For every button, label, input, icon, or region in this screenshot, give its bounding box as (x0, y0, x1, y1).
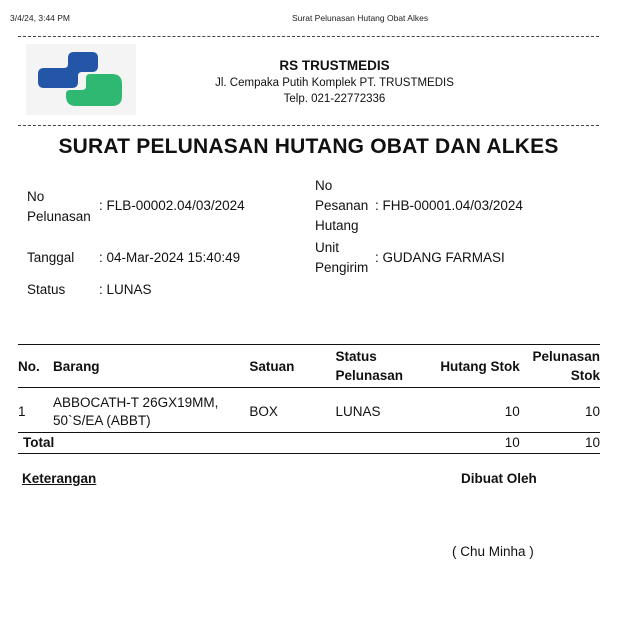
header-pelunasan-stok: Pelunasan Stok (532, 349, 600, 383)
no-pelunasan-label: No Pelunasan (27, 189, 91, 224)
row-pelunasan-stok: 10 (584, 404, 600, 419)
table-header-row (18, 345, 600, 388)
status-value: : LUNAS (99, 282, 152, 297)
header-satuan: Satuan (249, 358, 295, 374)
dibuat-oleh-label: Dibuat Oleh (461, 471, 537, 486)
header-status-pelunasan: Status Pelunasan (335, 349, 404, 383)
header-barang: Barang (53, 358, 100, 374)
hospital-phone: Telp. 021-22772336 (283, 93, 386, 105)
row-hutang-stok: 10 (504, 404, 520, 419)
status-label: Status (27, 282, 66, 297)
header-no: No. (18, 358, 40, 374)
tanggal-label: Tanggal (27, 250, 75, 265)
divider (18, 36, 599, 37)
total-label: Total (23, 435, 55, 450)
header-hutang-stok: Hutang Stok (440, 358, 520, 374)
tanggal-value: : 04-Mar-2024 15:40:49 (99, 250, 241, 265)
row-no: 1 (18, 404, 26, 419)
hospital-name: RS TRUSTMEDIS (279, 58, 390, 73)
items-table (18, 344, 600, 454)
unit-pengirim-value: : GUDANG FARMASI (375, 250, 505, 265)
hospital-address: Jl. Cempaka Putih Komplek PT. TRUSTMEDIS (215, 77, 454, 89)
no-pesanan-value: : FHB-00001.04/03/2024 (375, 198, 523, 213)
document-title: SURAT PELUNASAN HUTANG OBAT DAN ALKES (58, 135, 559, 158)
row-satuan: BOX (249, 404, 278, 419)
total-hutang-stok: 10 (504, 435, 520, 450)
divider (18, 125, 599, 126)
table-total-row (18, 433, 600, 454)
keterangan-label: Keterangan (22, 471, 97, 486)
table-row (18, 388, 600, 433)
no-pelunasan-value: : FLB-00002.04/03/2024 (99, 198, 245, 213)
print-datetime: 3/4/24, 3:44 PM (10, 13, 71, 23)
unit-pengirim-label: Unit Pengirim (315, 240, 369, 275)
hospital-logo (26, 44, 136, 115)
total-pelunasan-stok: 10 (584, 435, 600, 450)
row-barang: ABBOCATH-T 26GX19MM, 50`S/EA (ABBT) (53, 395, 219, 428)
print-page-title: Surat Pelunasan Hutang Obat Alkes (292, 13, 429, 23)
signer-name: ( Chu Minha ) (452, 544, 534, 559)
row-status: LUNAS (335, 404, 381, 419)
no-pesanan-label: No Pesanan Hutang (315, 178, 369, 233)
